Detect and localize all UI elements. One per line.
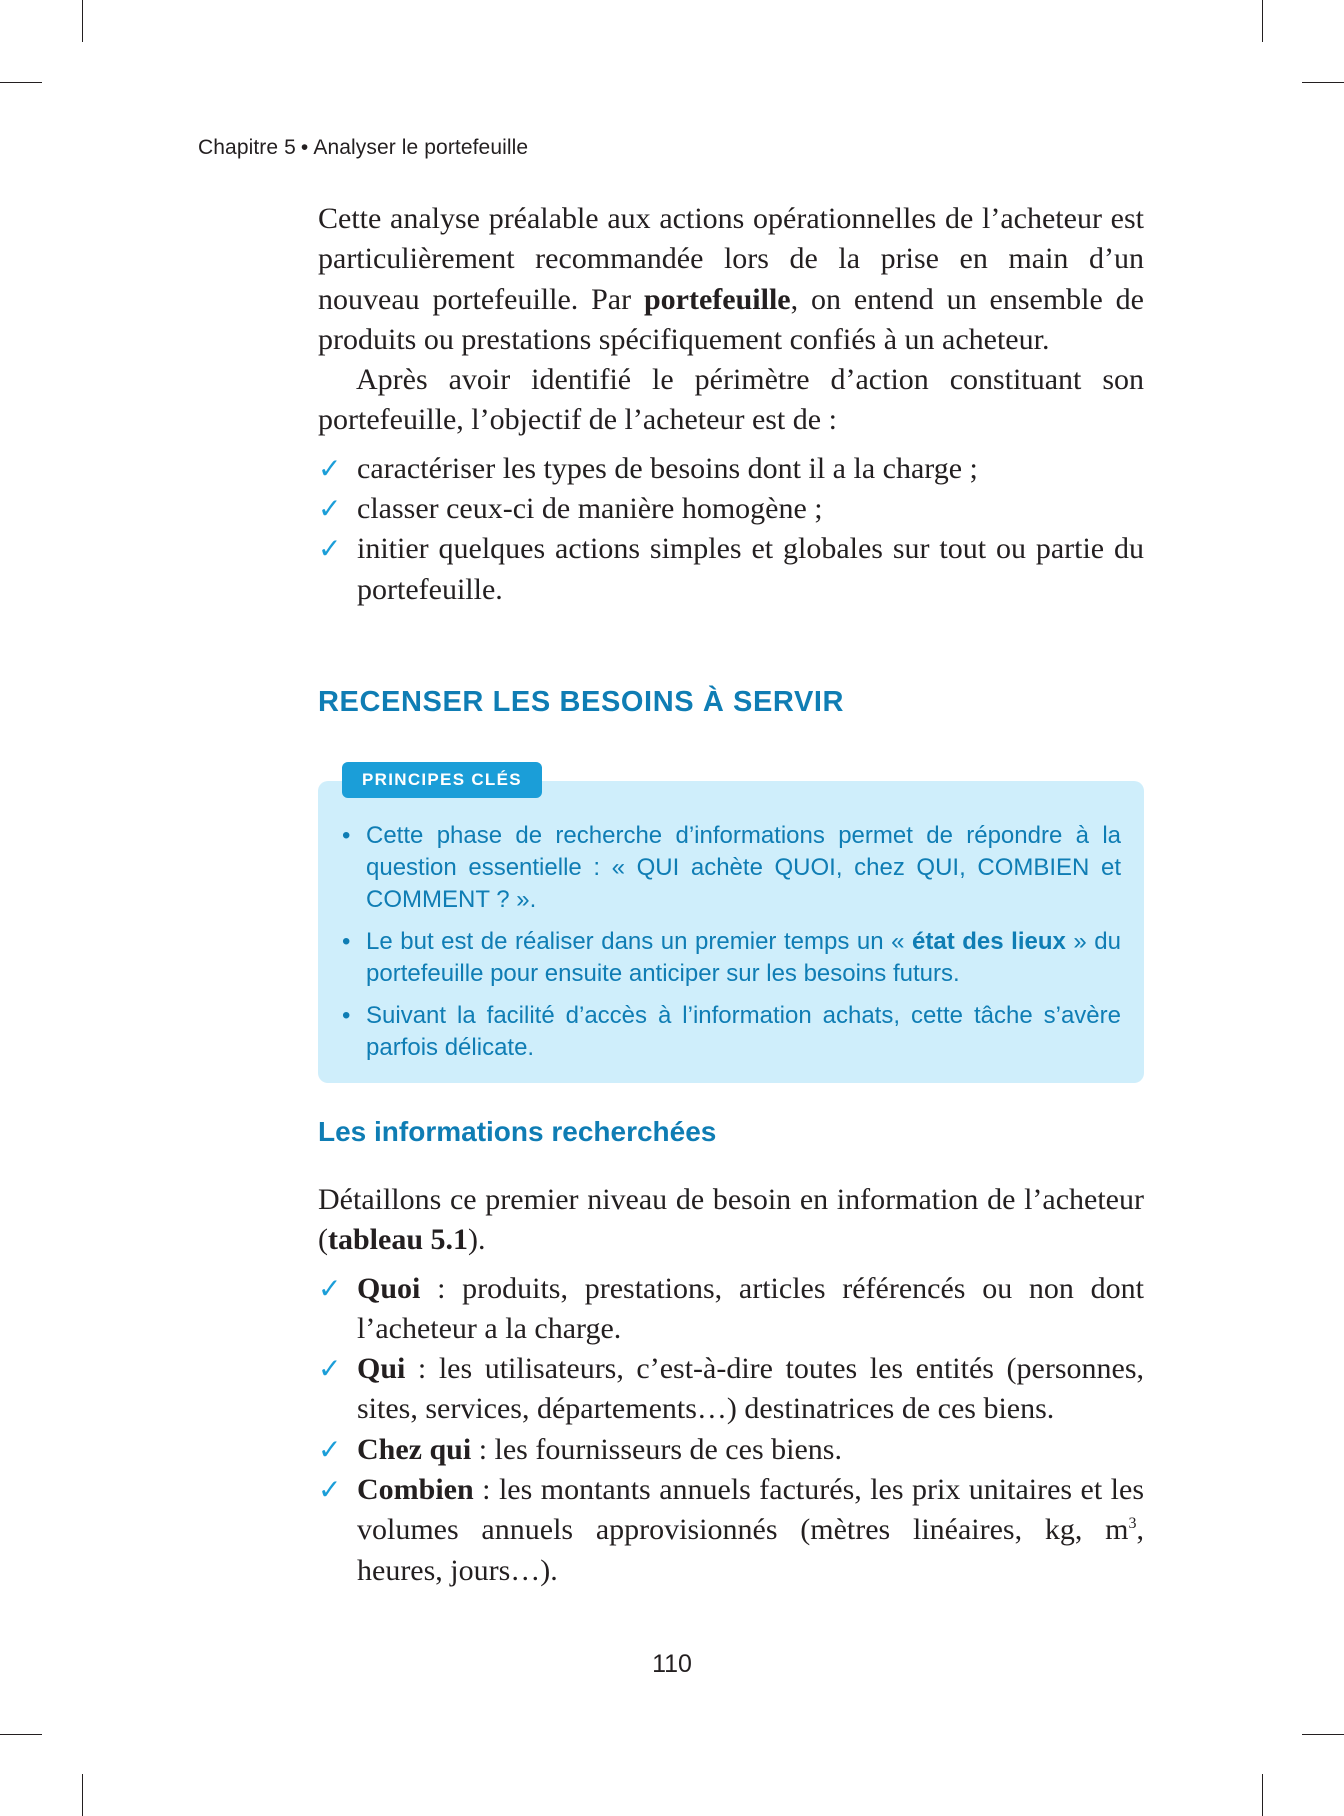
- key-principles-tag: PRINCIPES CLÉS: [342, 762, 542, 798]
- list-item: [318, 1430, 1144, 1470]
- key-principle-item: [338, 820, 1121, 916]
- key-principles-list: [338, 820, 1121, 1074]
- key-principle-item: [338, 1000, 1121, 1064]
- running-head-separator: •: [300, 136, 309, 159]
- key-principle-text-end: » du portefeuille pour ensuite anticiper sur les besoins futurs.: [366, 928, 1122, 987]
- crop-mark: [1262, 0, 1263, 42]
- intro-section: [318, 199, 1144, 610]
- checkmark-icon: ✓: [318, 532, 342, 566]
- details-list: [318, 1269, 1144, 1591]
- list-item: [318, 1349, 1144, 1430]
- list-item-term: Qui: [357, 1352, 406, 1386]
- crop-mark: [1262, 1774, 1263, 1816]
- crop-mark: [1302, 82, 1344, 83]
- objective-list: [318, 449, 1144, 610]
- term-etat-des-lieux: état des lieux: [912, 928, 1066, 955]
- list-item: [318, 489, 1144, 529]
- checkmark-icon: ✓: [318, 451, 342, 485]
- key-principle-text: Cette phase de recherche d’informations permet de répondre à la question essentielle : « QUI achète QUOI, chez QUI, COMBIEN et COMMENT ? ».: [366, 822, 1121, 913]
- checkmark-icon: ✓: [318, 1432, 342, 1466]
- details-section: [318, 1180, 1144, 1591]
- list-item-term: Quoi: [357, 1271, 421, 1305]
- list-item-text: caractériser les types de besoins dont il a la charge ;: [357, 451, 978, 485]
- subsection-heading: Les informations recherchées: [318, 1116, 717, 1147]
- crop-mark: [1302, 1734, 1344, 1735]
- crop-mark: [82, 0, 83, 42]
- bullet-icon: •: [342, 928, 351, 955]
- list-item: [318, 449, 1144, 489]
- crop-mark: [0, 1734, 42, 1735]
- intro-text-end: , on entend un ensemble de produits ou prestations spécifiquement confiés à un acheteur.: [318, 282, 1144, 356]
- checkmark-icon: ✓: [318, 1271, 342, 1305]
- crop-mark: [0, 82, 42, 83]
- checkmark-icon: ✓: [318, 492, 342, 526]
- section-heading: RECENSER LES BESOINS À SERVIR: [318, 686, 845, 718]
- list-item: [318, 529, 1144, 610]
- list-item: [318, 1470, 1144, 1591]
- chapter-title: Analyser le portefeuille: [313, 136, 529, 159]
- running-head: [198, 136, 528, 160]
- list-item-text: classer ceux-ci de manière homogène ;: [357, 492, 823, 526]
- bullet-icon: •: [342, 1002, 351, 1029]
- key-principle-item: [338, 926, 1121, 990]
- term-portefeuille: portefeuille: [643, 282, 791, 316]
- details-text-end: ).: [468, 1223, 486, 1257]
- superscript: 3: [1128, 1515, 1137, 1533]
- details-paragraph: [318, 1180, 1144, 1261]
- list-item-term: Chez qui: [357, 1432, 472, 1466]
- list-item-text: : produits, prestations, articles référencés ou non dont l’acheteur a la charge.: [357, 1271, 1144, 1345]
- page-number: 110: [652, 1650, 692, 1678]
- key-principle-text: Suivant la facilité d’accès à l’information achats, cette tâche s’avère parfois délicate.: [366, 1002, 1121, 1061]
- crop-mark: [82, 1774, 83, 1816]
- list-item-term: Combien: [357, 1473, 474, 1507]
- list-item: [318, 1269, 1144, 1350]
- checkmark-icon: ✓: [318, 1352, 342, 1386]
- list-item-text: : les fournisseurs de ces biens.: [471, 1432, 842, 1466]
- intro-text: Cette analyse préalable aux actions opérationnelles de l’acheteur est particulièrement recommandée lors de la prise en main d’un nouveau portefeuille. Par: [318, 202, 1144, 316]
- key-principle-text: Le but est de réaliser dans un premier temps un «: [366, 928, 913, 955]
- checkmark-icon: ✓: [318, 1473, 342, 1507]
- chapter-label: Chapitre 5: [198, 136, 296, 159]
- list-item-text: : les utilisateurs, c’est-à-dire toutes les entités (personnes, sites, services, départements…) destinatrices de ces biens.: [357, 1352, 1144, 1426]
- table-reference: tableau 5.1: [328, 1223, 469, 1257]
- list-item-text-end: , heures, jours…).: [357, 1513, 1144, 1587]
- list-item-text: initier quelques actions simples et globales sur tout ou partie du portefeuille.: [357, 532, 1144, 606]
- details-text: Détaillons ce premier niveau de besoin en information de l’acheteur (: [318, 1183, 1144, 1257]
- bullet-icon: •: [342, 822, 351, 849]
- intro-paragraph: [318, 199, 1144, 360]
- objective-paragraph: Après avoir identifié le périmètre d’action constituant son portefeuille, l’objectif de l’acheteur est de :: [318, 363, 1144, 437]
- list-item-text: : les montants annuels facturés, les prix unitaires et les volumes annuels approvisionnés (mètres linéaires, kg, m: [357, 1473, 1144, 1547]
